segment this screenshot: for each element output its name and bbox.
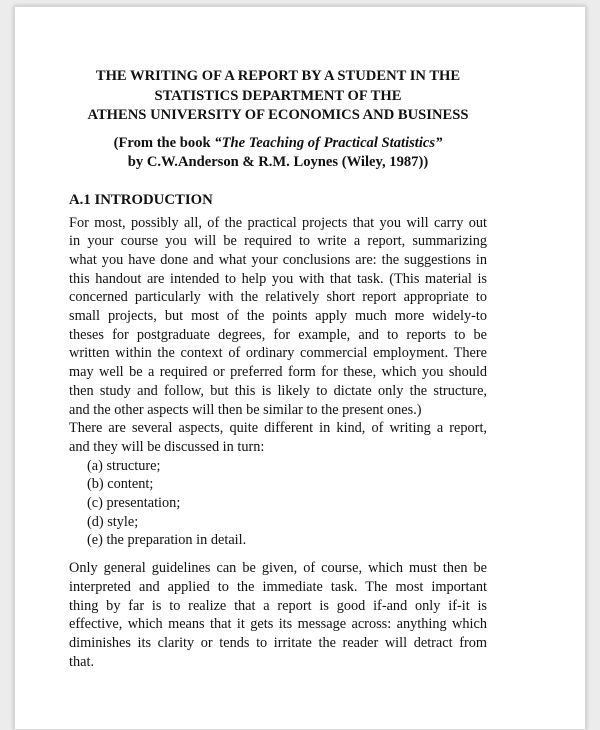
- list-item: (d) style;: [87, 513, 139, 530]
- paragraph-guidelines: [69, 559, 487, 671]
- source-prefix: (From the book: [113, 134, 215, 151]
- document-title: [69, 67, 487, 126]
- paragraph-line: what you have done and what your conclusions are: the suggestions in: [69, 251, 487, 268]
- paragraph-line: interpreted and applied to the immediate task. The most important: [69, 578, 487, 595]
- aspects-list: [69, 457, 487, 551]
- list-item: (e) the preparation in detail.: [87, 532, 247, 549]
- paragraph-line: thing by far is to realize that a report is good if-and only if-it is: [69, 597, 487, 614]
- paragraph-line: theses for postgraduate degrees, for example, and to reports to be: [69, 326, 487, 343]
- paragraph-line: this handout are intended to help you with that task. (This material is: [69, 270, 487, 287]
- document-content: [69, 67, 487, 671]
- paragraph-line: and they will be discussed in turn:: [69, 438, 265, 455]
- source-line-book: [69, 134, 487, 154]
- title-line: THE WRITING OF A REPORT BY A STUDENT IN THE: [95, 68, 461, 84]
- book-title: “The Teaching of Practical Statistics”: [214, 134, 443, 151]
- paragraph-line: and the other aspects will then be similar to the present ones.): [69, 401, 422, 418]
- source-authors: by C.W.Anderson & R.M. Loynes (Wiley, 1987)): [127, 154, 429, 170]
- paragraph-line: then study and follow, but this is likely to dictate only the structure,: [69, 382, 487, 399]
- list-item: (c) presentation;: [87, 495, 181, 512]
- paragraph-line: There are several aspects, quite different in kind, of writing a report,: [69, 420, 487, 437]
- title-line: ATHENS UNIVERSITY OF ECONOMICS AND BUSINESS: [87, 107, 469, 123]
- paragraph-line: diminishes its clarity or tends to irritate the reader will detract from: [69, 634, 487, 651]
- paragraph-line: that.: [69, 653, 95, 670]
- section-heading: A.1 INTRODUCTION: [69, 191, 213, 208]
- paragraph-line: concerned particularly with the relatively short report appropriate to: [69, 289, 487, 306]
- source-citation: [69, 134, 487, 173]
- paragraph-line: Only general guidelines can be given, of course, which must then be: [69, 560, 487, 577]
- list-item: (a) structure;: [87, 457, 161, 474]
- paragraph-line: in your course you will be required to write a report, summarizing: [69, 233, 487, 250]
- paragraph-line: may well be a required or preferred form for these, which you should: [69, 364, 487, 381]
- title-line: STATISTICS DEPARTMENT OF THE: [154, 87, 402, 104]
- paragraph-line: For most, possibly all, of the practical projects that you will carry out: [69, 214, 487, 231]
- document-page: [14, 6, 586, 730]
- list-item: (b) content;: [87, 476, 154, 493]
- paragraph-line: written within the context of ordinary commercial employment. There: [69, 345, 487, 362]
- paragraph-line: effective, which means that it gets its message across: anything which: [69, 616, 487, 633]
- paragraph-intro: [69, 214, 487, 420]
- paragraph-line: small projects, but most of the points apply much more widely-to: [69, 308, 487, 325]
- paragraph-aspects-intro: [69, 419, 487, 456]
